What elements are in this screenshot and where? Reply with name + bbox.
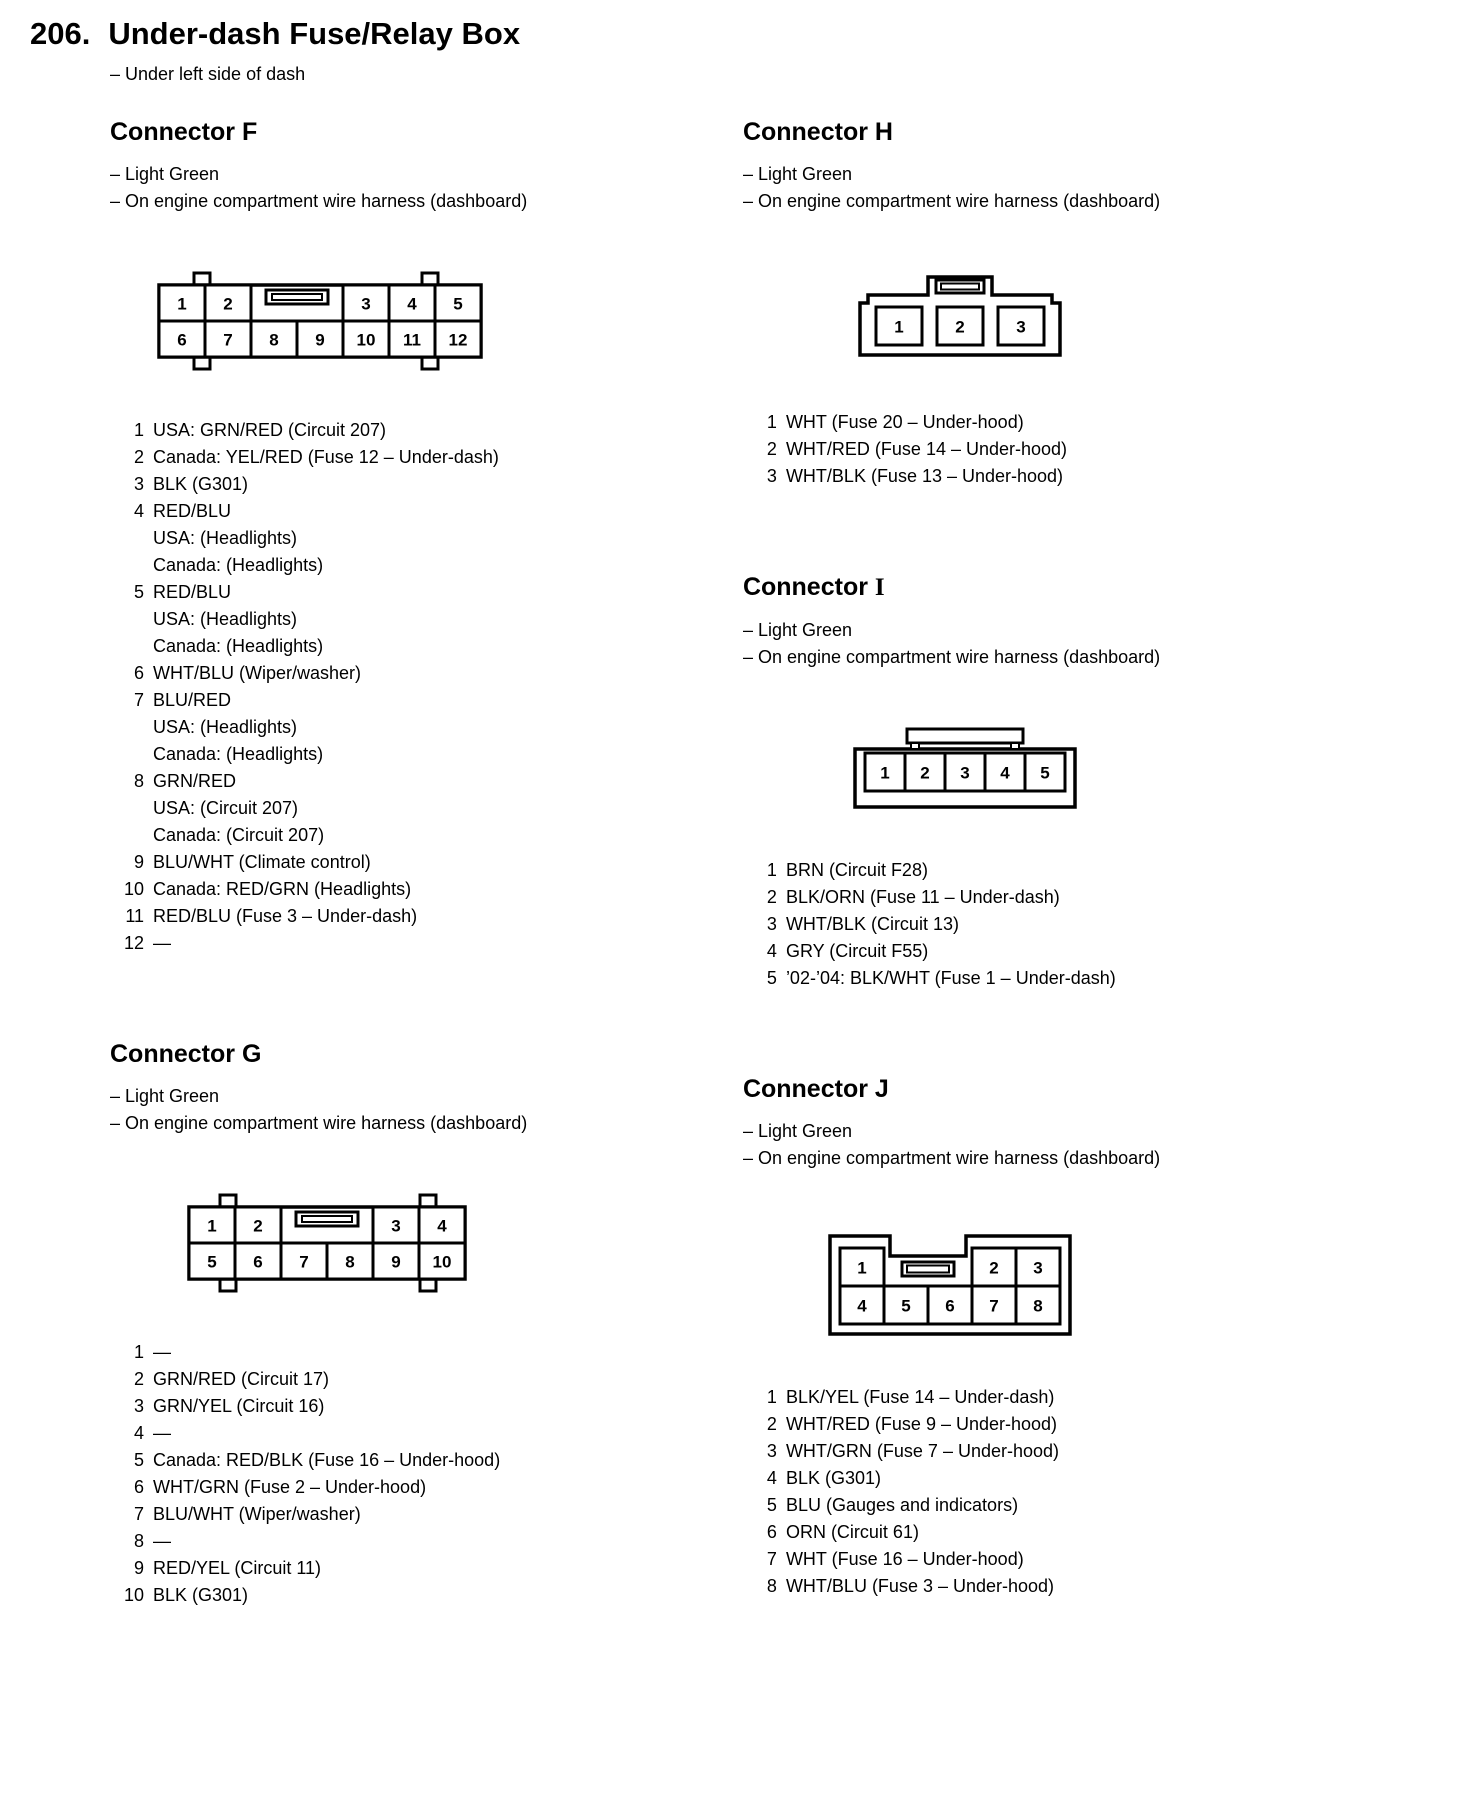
pin-number: 9 [133,851,144,872]
pin-label: Canada: (Circuit 207) [153,824,325,845]
pin-row [114,417,729,444]
pin-label: BLU (Gauges and indicators) [785,1494,1019,1515]
svg-text:2: 2 [920,763,930,783]
pin-row-continuation [114,741,729,768]
svg-text:3: 3 [361,294,371,314]
pin-number: 4 [133,1422,144,1443]
connector-section-f [110,117,729,957]
connector-heading [743,1074,1442,1104]
svg-text:3: 3 [1033,1258,1043,1278]
pin-label: WHT (Fuse 16 – Under-hood) [785,1548,1024,1569]
connector-heading [743,117,1442,147]
pin-row-continuation [114,552,729,579]
pin-number: 1 [133,1341,144,1362]
pin-label: RED/BLU [153,500,232,521]
pin-number-blank [114,822,144,849]
pin-row-continuation [114,633,729,660]
connector-diagram-h [850,267,1442,367]
pin-number: 6 [133,662,144,683]
svg-text:2: 2 [955,317,965,337]
connector-heading-id: H [874,117,893,146]
pin-row [114,471,729,498]
pin-row [114,1474,729,1501]
pin-label: GRN/RED [153,770,237,791]
pin-row [747,938,1442,965]
pin-label: USA: (Circuit 207) [153,797,299,818]
pin-number: 12 [123,932,144,953]
pin-label: WHT/GRN (Fuse 7 – Under-hood) [785,1440,1060,1461]
pin-number: 4 [133,500,144,521]
pin-row [114,1501,729,1528]
page-subtitle: – Under left side of dash [110,63,306,84]
pin-label: Canada: RED/BLK (Fuse 16 – Under-hood) [153,1449,501,1470]
pin-label: BLK/YEL (Fuse 14 – Under-dash) [785,1386,1055,1407]
pin-number-blank [114,741,144,768]
connector-note: – Light Green [110,163,220,184]
connector-pin-list [114,417,729,957]
pin-number: 3 [133,1395,144,1416]
svg-text:7: 7 [299,1252,309,1272]
svg-text:10: 10 [356,330,376,350]
pin-number: 7 [133,1503,144,1524]
pin-number: 1 [133,419,144,440]
pin-number: 1 [766,1386,777,1407]
pin-number: 6 [133,1476,144,1497]
pin-row [114,768,729,795]
pin-label: WHT/BLU (Wiper/washer) [153,662,362,683]
connector-heading-text: Connector [110,1039,242,1068]
pin-label: BLK/ORN (Fuse 11 – Under-dash) [785,886,1060,907]
pin-row [747,1519,1442,1546]
pin-label: Canada: RED/GRN (Headlights) [153,878,412,899]
connector-section-j [743,1074,1442,1600]
pin-number-blank [114,714,144,741]
connector-diagram-f [150,267,729,375]
connector-notes [110,161,729,215]
pin-number-blank [114,552,144,579]
content-columns [30,117,1442,1691]
pin-label: Canada: YEL/RED (Fuse 12 – Under-dash) [153,446,499,467]
pin-label: WHT/BLU (Fuse 3 – Under-hood) [785,1575,1055,1596]
pin-label: WHT/BLK (Circuit 13) [785,913,959,934]
pin-row [747,1546,1442,1573]
connector-diagram-i [845,723,1442,815]
pin-label: — [153,1422,171,1443]
pin-row [747,1492,1442,1519]
pin-label: ’02-’04: BLK/WHT (Fuse 1 – Under-dash) [785,967,1116,988]
connector-drawing [180,1189,476,1297]
pin-row [747,436,1442,463]
svg-text:4: 4 [857,1296,867,1316]
pin-number: 6 [766,1521,777,1542]
pin-label: ORN (Circuit 61) [785,1521,919,1542]
pin-label: RED/BLU (Fuse 3 – Under-dash) [153,905,418,926]
svg-text:11: 11 [403,330,421,350]
pin-label: WHT/GRN (Fuse 2 – Under-hood) [153,1476,427,1497]
pin-row [114,687,729,714]
pin-row [747,1411,1442,1438]
svg-text:8: 8 [345,1252,355,1272]
connector-heading [110,117,729,147]
pin-number-blank [114,525,144,552]
pin-row [747,1573,1442,1600]
pin-label: — [153,1530,171,1551]
svg-text:2: 2 [223,294,233,314]
pin-number: 5 [133,581,144,602]
pin-row [747,884,1442,911]
pin-row [114,849,729,876]
connector-heading-text: Connector [742,1074,875,1103]
pin-number: 7 [766,1548,777,1569]
svg-text:5: 5 [207,1252,217,1272]
right-column [729,117,1442,1682]
svg-text:4: 4 [1000,763,1010,783]
pin-row-continuation [114,714,729,741]
pin-label: GRN/RED (Circuit 17) [153,1368,330,1389]
pin-row [114,660,729,687]
pin-label: USA: (Headlights) [153,608,298,629]
connector-pin-list [114,1339,729,1609]
pin-row [114,1420,729,1447]
connector-diagram-j [820,1224,1442,1342]
connector-heading-id: J [874,1074,889,1103]
pin-row [747,1384,1442,1411]
pin-number: 10 [123,1584,144,1605]
pin-label: Canada: (Headlights) [153,554,324,575]
page-title: Under-dash Fuse/Relay Box [108,16,521,51]
pin-label: WHT/RED (Fuse 14 – Under-hood) [785,438,1068,459]
pin-row [747,911,1442,938]
connector-pin-list [747,857,1442,992]
pin-label: WHT/BLK (Fuse 13 – Under-hood) [785,465,1064,486]
pin-label: RED/YEL (Circuit 11) [153,1557,322,1578]
connector-section-g [110,1039,729,1609]
svg-text:3: 3 [1016,317,1026,337]
pin-number: 1 [766,411,777,432]
pin-row-continuation [114,525,729,552]
pin-row [114,498,729,525]
svg-text:9: 9 [315,330,325,350]
svg-text:6: 6 [945,1296,955,1316]
pin-row-continuation [114,606,729,633]
pin-number: 11 [125,905,144,926]
connector-note: – Light Green [742,1120,853,1141]
page-title-row [30,16,1442,52]
connector-note: – Light Green [742,619,853,640]
connector-section-i [743,572,1442,992]
pin-number: 2 [766,1413,777,1434]
connector-notes [743,161,1442,215]
pin-number: 5 [766,967,777,988]
pin-row [114,876,729,903]
pin-number: 4 [766,1467,777,1488]
svg-text:7: 7 [223,330,233,350]
pin-label: WHT/RED (Fuse 9 – Under-hood) [785,1413,1058,1434]
connector-heading-text: Connector [742,572,875,601]
connector-notes [743,617,1442,671]
pin-row [114,1366,729,1393]
connector-notes [743,1118,1442,1172]
svg-text:12: 12 [448,330,468,350]
svg-text:1: 1 [857,1258,867,1278]
pin-row [114,1447,729,1474]
pin-row [114,930,729,957]
connector-heading-id: G [241,1039,262,1068]
pin-label: BLK (G301) [153,1584,249,1605]
connector-note: – Light Green [110,1085,220,1106]
svg-text:5: 5 [901,1296,911,1316]
pin-number: 5 [766,1494,777,1515]
connector-heading [743,572,1442,603]
connector-pin-list [747,409,1442,490]
section-number: 206. [30,16,91,51]
pin-number-blank [114,633,144,660]
pin-number: 8 [766,1575,777,1596]
pin-row [747,1438,1442,1465]
svg-text:8: 8 [269,330,279,350]
connector-note: – Light Green [742,163,853,184]
pin-number: 2 [133,1368,144,1389]
pin-label: — [153,932,171,953]
svg-text:6: 6 [177,330,187,350]
connector-heading-text: Connector [110,117,242,146]
pin-number: 3 [766,1440,777,1461]
connector-note: – On engine compartment wire harness (dashboard) [742,190,1161,211]
pin-number: 2 [133,446,144,467]
pin-row [114,903,729,930]
pin-label: BLK (G301) [153,473,249,494]
pin-number: 3 [133,473,144,494]
pin-label: GRY (Circuit F55) [785,940,929,961]
svg-text:6: 6 [253,1252,263,1272]
svg-text:1: 1 [880,763,890,783]
pin-row [747,463,1442,490]
svg-text:8: 8 [1033,1296,1043,1316]
connector-heading-id: I [874,573,885,601]
connector-pin-list [747,1384,1442,1600]
pin-row [114,444,729,471]
connector-diagram-g [180,1189,729,1297]
svg-text:5: 5 [1040,763,1050,783]
connector-section-h [743,117,1442,490]
pin-label: BLU/WHT (Climate control) [153,851,371,872]
pin-label: USA: GRN/RED (Circuit 207) [153,419,387,440]
connector-note: – On engine compartment wire harness (dashboard) [742,646,1161,667]
pin-number: 8 [133,1530,144,1551]
pin-number: 2 [766,438,777,459]
pin-label: RED/BLU [153,581,232,602]
pin-label: USA: (Headlights) [153,527,298,548]
svg-text:1: 1 [207,1216,217,1236]
pin-label: WHT (Fuse 20 – Under-hood) [785,411,1024,432]
pin-number-blank [114,606,144,633]
svg-text:1: 1 [177,294,187,314]
pin-label: — [153,1341,171,1362]
left-column [30,117,729,1691]
pin-row [747,857,1442,884]
pin-number-blank [114,795,144,822]
pin-row [114,1555,729,1582]
svg-text:3: 3 [960,763,970,783]
svg-text:2: 2 [989,1258,999,1278]
pin-number: 2 [766,886,777,907]
svg-text:10: 10 [432,1252,452,1272]
pin-row [114,579,729,606]
pin-number: 3 [766,465,777,486]
svg-text:7: 7 [989,1296,999,1316]
pin-row [747,965,1442,992]
svg-text:1: 1 [894,317,904,337]
connector-note: – On engine compartment wire harness (dashboard) [110,190,528,211]
svg-text:5: 5 [453,294,463,314]
connector-drawing [820,1224,1080,1342]
connector-drawing [845,723,1085,815]
pin-label: BLK (G301) [785,1467,881,1488]
pin-number: 8 [133,770,144,791]
connector-note: – On engine compartment wire harness (dashboard) [742,1147,1161,1168]
pin-row [114,1393,729,1420]
pin-label: GRN/YEL (Circuit 16) [153,1395,325,1416]
pin-number: 7 [133,689,144,710]
pin-row [114,1528,729,1555]
pin-number: 4 [766,940,777,961]
pin-label: BLU/WHT (Wiper/washer) [153,1503,361,1524]
pin-label: Canada: (Headlights) [153,635,324,656]
svg-text:3: 3 [391,1216,401,1236]
pin-row [747,409,1442,436]
connector-heading-id: F [241,117,258,146]
svg-text:4: 4 [437,1216,447,1236]
connector-heading [110,1039,729,1069]
pin-number: 9 [133,1557,144,1578]
pin-row [114,1339,729,1366]
svg-text:2: 2 [253,1216,263,1236]
connector-drawing [150,267,490,375]
connector-heading-text: Connector [742,117,875,146]
pin-row [747,1465,1442,1492]
pin-label: USA: (Headlights) [153,716,298,737]
connector-drawing [850,267,1070,367]
svg-text:4: 4 [407,294,417,314]
connector-note: – On engine compartment wire harness (dashboard) [110,1112,528,1133]
pin-label: BRN (Circuit F28) [785,859,928,880]
connector-notes [110,1083,729,1137]
pin-row-continuation [114,822,729,849]
svg-text:9: 9 [391,1252,401,1272]
pin-row-continuation [114,795,729,822]
pin-number: 3 [766,913,777,934]
pin-label: BLU/RED [153,689,232,710]
pin-row [114,1582,729,1609]
pin-number: 10 [123,878,144,899]
pin-number: 1 [766,859,777,880]
pin-label: Canada: (Headlights) [153,743,324,764]
pin-number: 5 [133,1449,144,1470]
